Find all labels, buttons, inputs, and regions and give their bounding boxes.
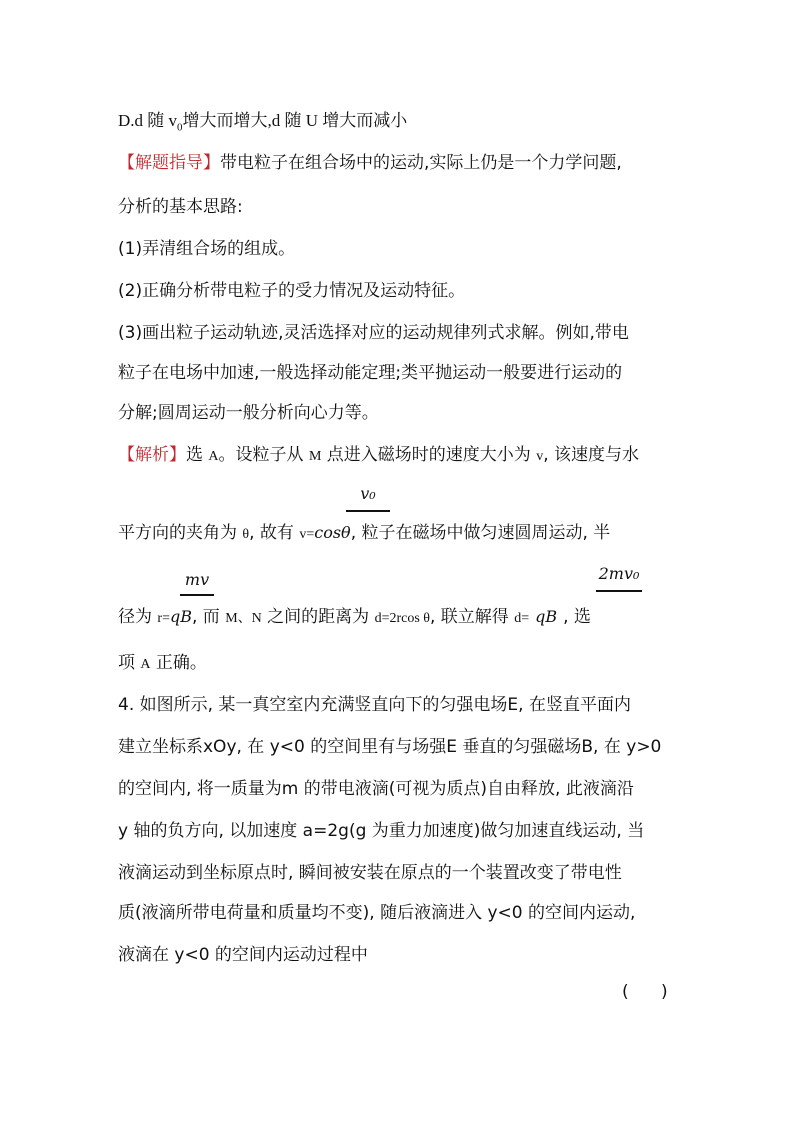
question-4-line-1: 4. 如图所示, 某一真空室内充满竖直向下的匀强电场E, 在竖直平面内 <box>118 695 631 715</box>
hint-step-1: (1)弄清组合场的组成。 <box>118 239 296 259</box>
hint-step-3a: (3)画出粒子运动轨迹,灵活选择对应的运动规律列式求解。例如,带电 <box>118 323 629 343</box>
question-4-line-5: 液滴运动到坐标原点时, 瞬间被安装在原点的一个装置改变了带电性 <box>118 863 622 883</box>
fraction-1-denominator: cosθ <box>314 523 351 542</box>
fraction-3-numerator: 2mv₀ <box>598 564 640 583</box>
fraction-3-bar <box>596 590 642 592</box>
fraction-1-numerator: v₀ <box>360 484 376 503</box>
question-4-line-2: 建立坐标系xOy, 在 y<0 的空间里有与场强E 垂直的匀强磁场B, 在 y>0 <box>118 737 662 757</box>
solution-line-2: 平方向的夹角为 θ, 故有 v=cosθ, 粒子在磁场中做匀速圆周运动, 半 <box>118 523 611 543</box>
fraction-1-bar <box>346 510 390 512</box>
question-4-line-4: y 轴的负方向, 以加速度 a=2g(g 为重力加速度)做匀加速直线运动, 当 <box>118 821 645 841</box>
fraction-2-numerator: mv <box>184 570 210 589</box>
question-4-line-7: 液滴在 y<0 的空间内运动过程中 <box>118 945 368 965</box>
hint-line-2: 分析的基本思路: <box>118 197 243 217</box>
hint-step-3b: 粒子在电场中加速,一般选择动能定理;类平抛运动一般要进行运动的 <box>118 363 623 383</box>
option-d-line: D.d 随 $v_0$增大而增大,d 随 U 增大而减小 <box>118 111 408 134</box>
hint-step-2: (2)正确分析带电粒子的受力情况及运动特征。 <box>118 281 466 301</box>
fraction-2-denominator: qB <box>169 607 192 626</box>
hint-step-3c: 分解;圆周运动一般分析向心力等。 <box>118 403 379 423</box>
solution-line-3: 径为 r=qB, 而 M、N 之间的距离为 d=2rcos θ, 联立解得 d= qB , 选 <box>118 607 591 627</box>
fraction-3-denominator: qB <box>535 607 558 626</box>
answer-blank: ( ) <box>622 982 668 1002</box>
question-4-line-3: 的空间内, 将一质量为m 的带电液滴(可视为质点)自由释放, 此液滴沿 <box>118 779 634 799</box>
solution-label: 【解析】 <box>118 445 186 465</box>
question-4-line-6: 质(液滴所带电荷量和质量均不变), 随后液滴进入 y<0 的空间内运动, <box>118 903 636 923</box>
hint-label: 【解题指导】 <box>118 153 220 173</box>
hint-line-1: 【解题指导】带电粒子在组合场中的运动,实际上仍是一个力学问题, <box>118 153 622 173</box>
solution-line-4: 项 A 正确。 <box>118 653 207 673</box>
fraction-2-bar <box>180 594 214 596</box>
solution-line-1: 【解析】选 A。设粒子从 M 点进入磁场时的速度大小为 v, 该速度与水 <box>118 445 640 465</box>
